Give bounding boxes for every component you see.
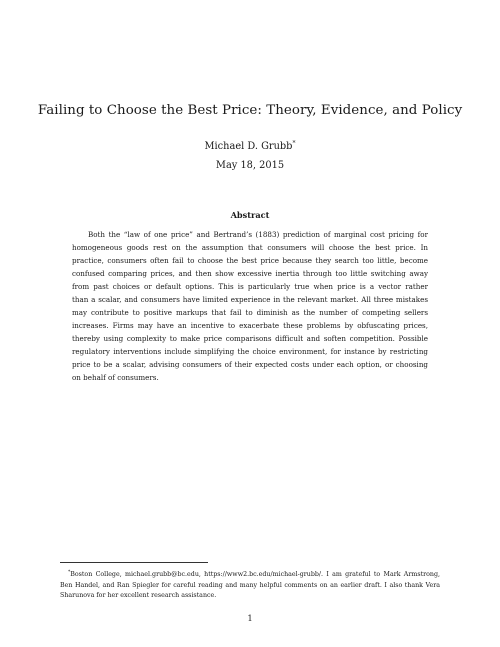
footnote-mark: * bbox=[68, 570, 71, 575]
abstract-line: on behalf of consumers. bbox=[72, 373, 159, 382]
abstract-line: price to be a scalar, advising consumers of their expected costs under each option, or choosing bbox=[72, 360, 428, 369]
footnote-line: Ben Handel, and Ran Spiegler for careful reading and many helpful comments on an earlier draft. I also thank Vera bbox=[60, 581, 440, 589]
author-name: Michael D. Grubb bbox=[204, 141, 293, 152]
abstract-line: from past choices or default options. This is particularly true when price is a vector rather bbox=[72, 282, 428, 291]
abstract-line: thereby using complexity to make price comparisons difficult and soften competition. Possible bbox=[72, 334, 428, 343]
abstract-heading: Abstract bbox=[230, 210, 270, 220]
author-line bbox=[0, 140, 500, 152]
abstract-line: regulatory interventions include simplifying the choice environment, for instance by restricting bbox=[72, 347, 428, 356]
paper-date: May 18, 2015 bbox=[215, 160, 285, 171]
abstract-line: homogeneous goods rest on the assumption that consumers will choose the best price. In bbox=[72, 243, 428, 252]
footnote-line bbox=[60, 568, 440, 581]
page-number: 1 bbox=[247, 613, 253, 623]
abstract-line: confused comparing prices, and then show excessive inertia through too little switching away bbox=[72, 269, 428, 278]
footnote-divider bbox=[60, 562, 208, 563]
abstract-line: increases. Firms may have an incentive to exacerbate these problems by obfuscating prices, bbox=[72, 321, 428, 330]
footnote-line: Sharunova for her excellent research assistance. bbox=[60, 592, 217, 600]
author-footnote-mark: * bbox=[292, 140, 296, 147]
abstract-line: than a scalar, and consumers have limited experience in the relevant market. All three mistakes bbox=[72, 295, 428, 304]
paper-title: Failing to Choose the Best Price: Theory, Evidence, and Policy bbox=[37, 103, 463, 118]
abstract-line: may contribute to positive markups that fail to diminish as the number of competing sellers bbox=[72, 308, 428, 317]
footnote-text: Boston College, michael.grubb@bc.edu, https://www2.bc.edu/michael-grubb/. I am grateful to Mark Armstrong, bbox=[70, 571, 440, 578]
footnote bbox=[60, 568, 440, 602]
abstract-body bbox=[72, 228, 428, 384]
abstract-line: Both the “law of one price” and Bertrand’s (1883) prediction of marginal cost pricing for bbox=[88, 230, 428, 239]
abstract-line: practice, consumers often fail to choose the best price because they search too little, become bbox=[72, 256, 428, 265]
